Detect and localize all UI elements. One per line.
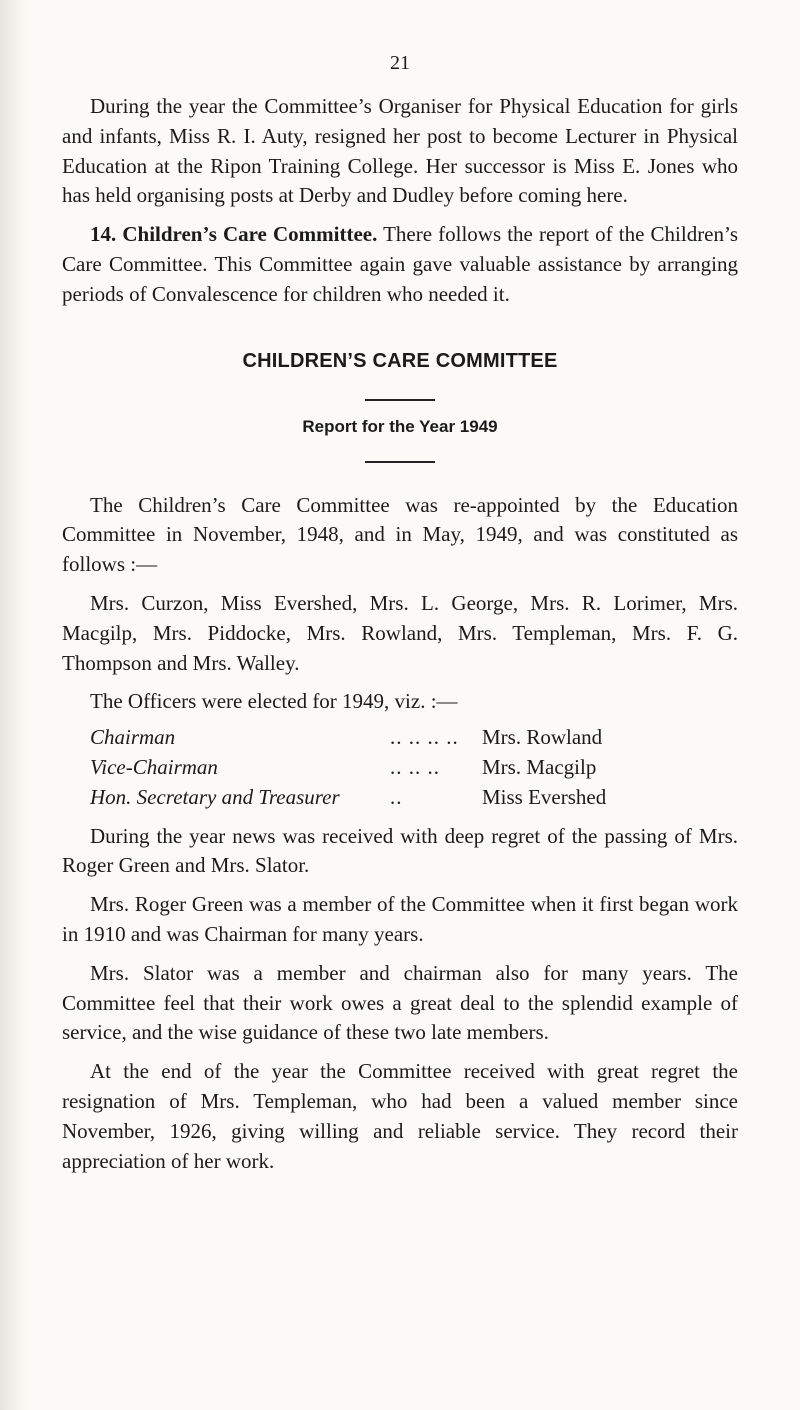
office-holder: Mrs. Rowland (482, 725, 603, 750)
section-14-text: There follows the report of the Children’s Care Committee. This Committee again gave valuable assistance by arranging periods of Convalescence for children who needed it. (62, 222, 739, 306)
officer-row (90, 753, 738, 783)
paragraph-organiser: During the year the Committee’s Organiser for Physical Education for girls and infants, Miss R. I. Auty, resigned her post to become Lecturer in Physical Education at the Ripon Training College. Her successor is Miss E. Jones who has held organising posts at Derby and Dudley before coming here. (62, 94, 738, 208)
paragraph-members: Mrs. Curzon, Miss Evershed, Mrs. L. George, Mrs. R. Lorimer, Mrs. Macgilp, Mrs. Piddocke, Mrs. Rowland, Mrs. Templeman, Mrs. F. G. Thompson and Mrs. Walley. (62, 590, 738, 675)
paragraph-officers-intro: The Officers were elected for 1949, viz. :— (90, 689, 458, 714)
section-14-heading: Children’s Care Committee. (122, 222, 378, 247)
paragraph-regret: During the year news was received with deep regret of the passing of Mrs. Roger Green and Mrs. Slator. (62, 823, 738, 878)
office-title: Vice-Chairman (90, 754, 218, 779)
paragraph-constituted: The Children’s Care Committee was re-appointed by the Education Committee in November, 1948, and in May, 1949, and was constituted as follows :— (62, 492, 738, 577)
officer-row (90, 723, 738, 753)
dot-leader: .. .. .. (390, 754, 440, 779)
dot-leader: .. .. .. .. (390, 725, 459, 750)
dot-leader: .. (390, 784, 403, 809)
paragraph-slator: Mrs. Slator was a member and chairman also for many years. The Committee feel that their work owes a great deal to the splendid example of service, and the wise guidance of these two late members. (62, 960, 738, 1045)
report-subtitle: Report for the Year 1949 (302, 416, 498, 436)
page-number: 21 (390, 52, 410, 74)
section-14-number: 14. (90, 222, 117, 247)
paragraph-roger-green: Mrs. Roger Green was a member of the Committee when it first began work in 1910 and was Chairman for many years. (62, 892, 738, 946)
divider-rule-bottom (365, 461, 435, 463)
paragraph-templeman: At the end of the year the Committee received with great regret the resignation of Mrs. Templeman, who had been a valued member since November, 1926, giving willing and reliable service. They record their appreciation of her work. (62, 1059, 738, 1173)
office-holder: Miss Evershed (482, 784, 607, 809)
office-holder: Mrs. Macgilp (482, 754, 597, 779)
section-14-paragraph (62, 220, 738, 309)
divider-rule-top (365, 399, 435, 401)
page-edge-shadow (0, 0, 26, 1410)
officer-row (90, 783, 738, 813)
document-page (62, 0, 738, 1176)
office-title: Chairman (90, 725, 176, 750)
office-title: Hon. Secretary and Treasurer (90, 784, 340, 809)
report-title: CHILDREN’S CARE COMMITTEE (242, 349, 558, 372)
officers-table (90, 723, 738, 812)
